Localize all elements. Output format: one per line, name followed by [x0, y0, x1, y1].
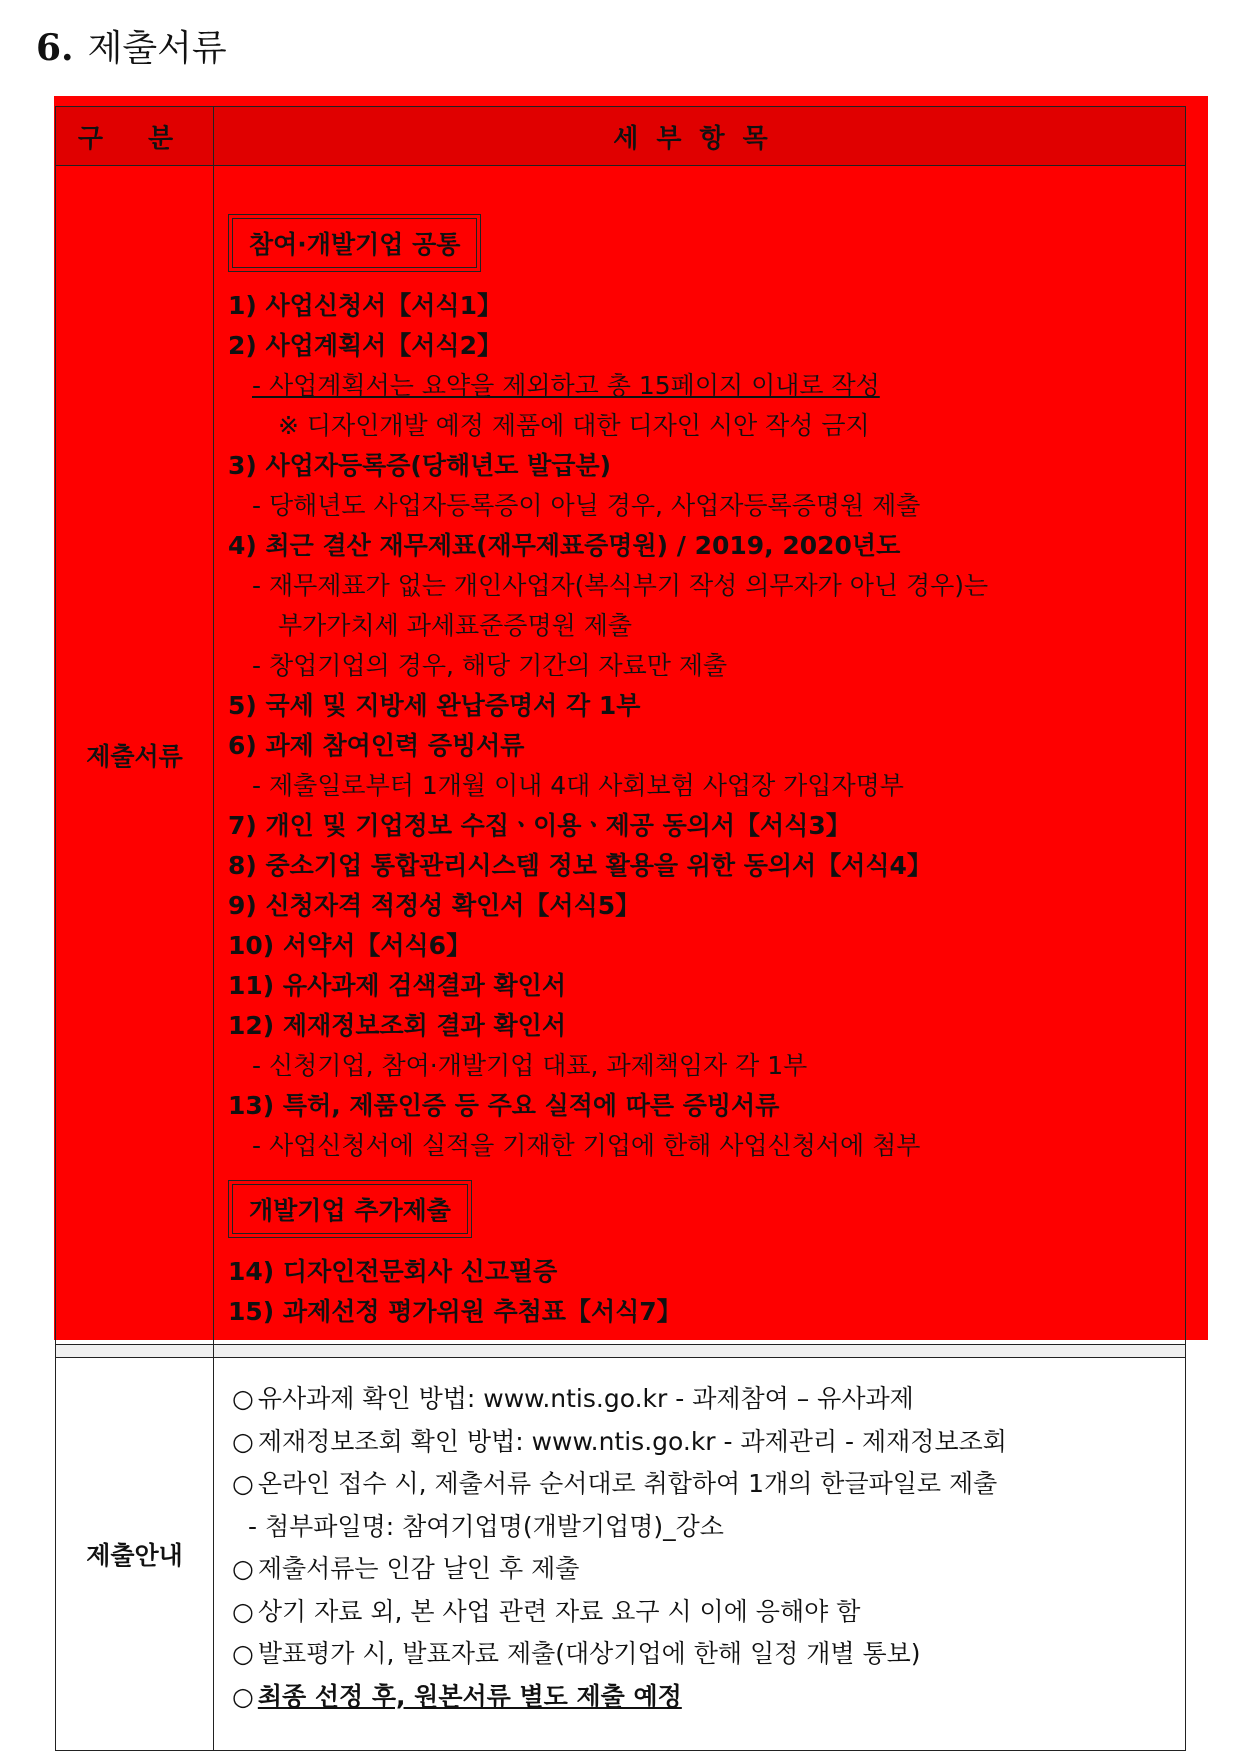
document-item: 5) 국세 및 지방세 완납증명서 각 1부 — [228, 691, 641, 720]
submission-guide-cell — [214, 1358, 1186, 1751]
section-heading — [36, 20, 227, 71]
section-number: 6. — [36, 27, 74, 69]
document-item: 13) 특허, 제품인증 등 주요 실적에 따른 증빙서류 — [228, 1091, 780, 1120]
bullet-icon: ○ — [232, 1469, 254, 1498]
document-item: 부가가치세 과세표준증명원 제출 — [278, 611, 632, 640]
document-item: 12) 제재정보조회 결과 확인서 — [228, 1011, 566, 1040]
document-item: 10) 서약서【서식6】 — [228, 931, 472, 960]
document-item: 14) 디자인전문회사 신고필증 — [228, 1257, 558, 1286]
guide-item: ○ 제재정보조회 확인 방법: www.ntis.go.kr - 과제관리 - 제재정보조회 — [232, 1426, 1007, 1456]
document-item: 11) 유사과제 검색결과 확인서 — [228, 971, 566, 1000]
guide-item: ○ 유사과제 확인 방법: www.ntis.go.kr - 과제참여 – 유사과제 — [232, 1384, 914, 1413]
header-details: 세부항목 — [214, 107, 1186, 166]
document-item: 7) 개인 및 기업정보 수집ㆍ이용ㆍ제공 동의서【서식3】 — [228, 811, 851, 840]
document-item: - 사업계획서는 요약을 제외하고 총 15페이지 이내로 작성 — [252, 371, 880, 400]
guide-item: - 첨부파일명: 참여기업명(개발기업명)_강소 — [248, 1511, 724, 1541]
group-title: 개발기업 추가제출 — [232, 1184, 468, 1234]
table-header-row — [56, 107, 1186, 166]
document-item: - 제출일로부터 1개월 이내 4대 사회보험 사업장 가입자명부 — [252, 771, 904, 800]
document-item: 1) 사업신청서【서식1】 — [228, 291, 502, 320]
submission-guide-row — [56, 1358, 1186, 1751]
document-item: 4) 최근 결산 재무제표(재무제표증명원) / 2019, 2020년도 — [228, 531, 901, 560]
document-item: 9) 신청자격 적정성 확인서【서식5】 — [228, 891, 641, 920]
document-item: 8) 중소기업 통합관리시스템 정보 활용을 위한 동의서【서식4】 — [228, 851, 932, 880]
submission-docs-label: 제출서류 — [56, 166, 214, 1345]
submission-table — [55, 106, 1186, 1751]
document-item: - 사업신청서에 실적을 기재한 기업에 한해 사업신청서에 첨부 — [252, 1131, 921, 1160]
submission-docs-row — [56, 166, 1186, 1345]
bullet-icon: ○ — [232, 1596, 254, 1626]
document-item: ※ 디자인개발 예정 제품에 대한 디자인 시안 작성 금지 — [278, 411, 870, 440]
bullet-icon: ○ — [232, 1384, 254, 1413]
guide-item: ○ 상기 자료 외, 본 사업 관련 자료 요구 시 이에 응해야 함 — [232, 1596, 861, 1626]
submission-docs-cell — [214, 166, 1186, 1345]
submission-guide-label: 제출안내 — [56, 1358, 214, 1751]
document-item: 6) 과제 참여인력 증빙서류 — [228, 731, 525, 760]
document-item: 2) 사업계획서【서식2】 — [228, 331, 502, 360]
document-item: - 신청기업, 참여·개발기업 대표, 과제책임자 각 1부 — [252, 1051, 808, 1080]
section-title: 제출서류 — [87, 28, 227, 69]
document-item: - 창업기업의 경우, 해당 기간의 자료만 제출 — [252, 651, 728, 680]
group-title-box — [228, 214, 481, 272]
bullet-icon: ○ — [232, 1426, 254, 1456]
group-title: 참여·개발기업 공통 — [232, 218, 477, 268]
bullet-icon: ○ — [232, 1681, 254, 1711]
guide-item: ○ 발표평가 시, 발표자료 제출(대상기업에 한해 일정 개별 통보) — [232, 1639, 921, 1668]
bullet-icon: ○ — [232, 1639, 254, 1668]
header-category: 구 분 — [56, 107, 214, 166]
document-item: - 당해년도 사업자등록증이 아닐 경우, 사업자등록증명원 제출 — [252, 491, 921, 520]
bullet-icon: ○ — [232, 1554, 254, 1583]
document-item: - 재무제표가 없는 개인사업자(복식부기 작성 의무자가 아닌 경우)는 — [252, 571, 989, 600]
spacer-row — [56, 1345, 1186, 1358]
guide-item: ○ 최종 선정 후, 원본서류 별도 제출 예정 — [232, 1681, 682, 1711]
group-title-box — [228, 1180, 472, 1238]
guide-item: ○ 온라인 접수 시, 제출서류 순서대로 취합하여 1개의 한글파일로 제출 — [232, 1469, 998, 1498]
document-item: 15) 과제선정 평가위원 추첨표【서식7】 — [228, 1297, 682, 1326]
document-item: 3) 사업자등록증(당해년도 발급분) — [228, 451, 612, 480]
guide-item: ○ 제출서류는 인감 날인 후 제출 — [232, 1554, 580, 1583]
